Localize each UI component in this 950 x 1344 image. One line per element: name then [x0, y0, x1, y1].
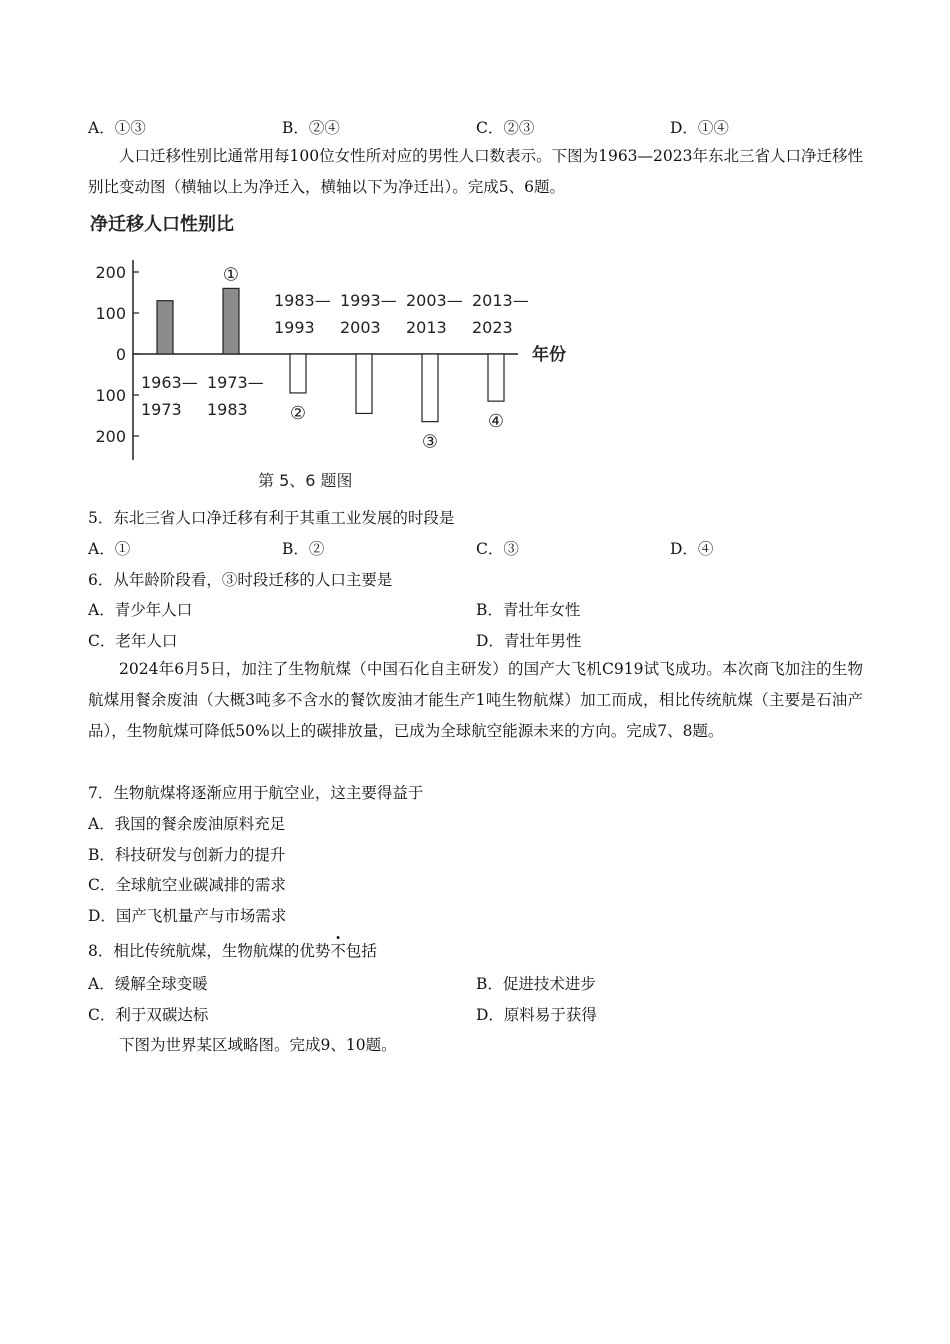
bar-marker: ③: [421, 431, 439, 453]
net-migration-sex-ratio-chart: [88, 208, 608, 498]
y-tick-label: 200: [95, 427, 126, 446]
intro-questions-5-6: 人口迁移性别比通常用每100位女性所对应的男性人口数表示。下图为1963—2023年东北三省人口净迁移性别比变动图（横轴以上为净迁入，横轴以下为净迁出）。完成5、6题。: [88, 147, 863, 196]
q5-option-c: C．③: [476, 540, 519, 558]
category-label-line2: 1993: [274, 318, 315, 337]
bar-marker: ④: [487, 411, 505, 433]
category-label-line1: 1993—: [340, 291, 397, 310]
category-label-line1: 2003—: [406, 291, 463, 310]
y-tick-label: 0: [115, 345, 126, 364]
bar-6: [488, 354, 504, 401]
q4-option-b: B．②④: [282, 119, 340, 137]
q8-stem-pre: 8．相比传统航煤，生物航煤的优势: [88, 942, 331, 960]
chart-title: 净迁移人口性别比: [90, 214, 234, 235]
q4-option-d: D．①④: [670, 119, 729, 137]
y-tick-label: 100: [95, 386, 126, 405]
q7-option-d: D．国产飞机量产与市场需求: [88, 907, 287, 925]
q7-option-b: B．科技研发与创新力的提升: [88, 846, 286, 864]
y-tick-label: 200: [95, 263, 126, 282]
q6-stem: 6．从年龄阶段看，③时段迁移的人口主要是: [88, 571, 393, 589]
y-tick-label: 100: [95, 304, 126, 323]
q4-option-a: A．①③: [88, 119, 146, 137]
category-label-line2: 1973: [141, 400, 182, 419]
bar-marker: ①: [222, 264, 240, 286]
bar-marker: ②: [289, 402, 307, 424]
q6-option-b: B．青壮年女性: [476, 601, 581, 619]
q5-option-d: D．④: [670, 540, 714, 558]
q7-option-a: A．我国的餐余废油原料充足: [88, 815, 286, 833]
q6-option-d: D．青壮年男性: [476, 632, 582, 650]
category-label-line2: 2003: [340, 318, 381, 337]
category-label-line1: 1983—: [274, 291, 331, 310]
q8-option-b: B．促进技术进步: [476, 975, 596, 993]
bar-5: [422, 354, 438, 422]
q8-option-d: D．原料易于获得: [476, 1006, 597, 1024]
bar-4: [356, 354, 372, 413]
category-label-line1: 1963—: [141, 373, 198, 392]
q5-option-a: A．①: [88, 540, 131, 558]
chart-caption: 第 5、6 题图: [258, 471, 353, 490]
q8-stem-emphasis: 不: [330, 942, 346, 960]
bar-3: [290, 354, 306, 393]
category-label-line2: 2023: [472, 318, 513, 337]
q5-option-b: B．②: [282, 540, 325, 558]
category-label-line2: 1983: [207, 400, 248, 419]
q7-stem: 7．生物航煤将逐渐应用于航空业，这主要得益于: [88, 784, 424, 802]
q5-stem: 5．东北三省人口净迁移有利于其重工业发展的时段是: [88, 509, 455, 527]
q6-option-c: C．老年人口: [88, 632, 178, 650]
bar-1: [157, 301, 173, 354]
category-label-line1: 2013—: [472, 291, 529, 310]
bar-2: [223, 288, 239, 354]
intro-questions-9-10: 下图为世界某区域略图。完成9、10题。: [119, 1036, 397, 1054]
q4-option-c: C．②③: [476, 119, 535, 137]
q8-option-c: C．利于双碳达标: [88, 1006, 209, 1024]
q8-stem-post: 包括: [345, 942, 377, 960]
q8-option-a: A．缓解全球变暖: [88, 975, 208, 993]
category-label-line2: 2013: [406, 318, 447, 337]
q8-stem: [88, 939, 377, 961]
q7-option-c: C．全球航空业碳减排的需求: [88, 876, 286, 894]
category-label-line1: 1973—: [207, 373, 264, 392]
q6-option-a: A．青少年人口: [88, 601, 193, 619]
intro-questions-7-8: 2024年6月5日，加注了生物航煤（中国石化自主研发）的国产大飞机C919试飞成功。本次商飞加注的生物航煤用餐余废油（大概3吨多不含水的餐饮废油才能生产1吨生物航煤）加工而成，相比传统航煤（主要是石油产品），生物航煤可降低50%以上的碳排放量，已成为全球航空能源未来的方向。完成7、8题。: [88, 660, 863, 740]
chart-svg: [88, 208, 608, 498]
x-axis-label: 年份: [532, 345, 566, 365]
